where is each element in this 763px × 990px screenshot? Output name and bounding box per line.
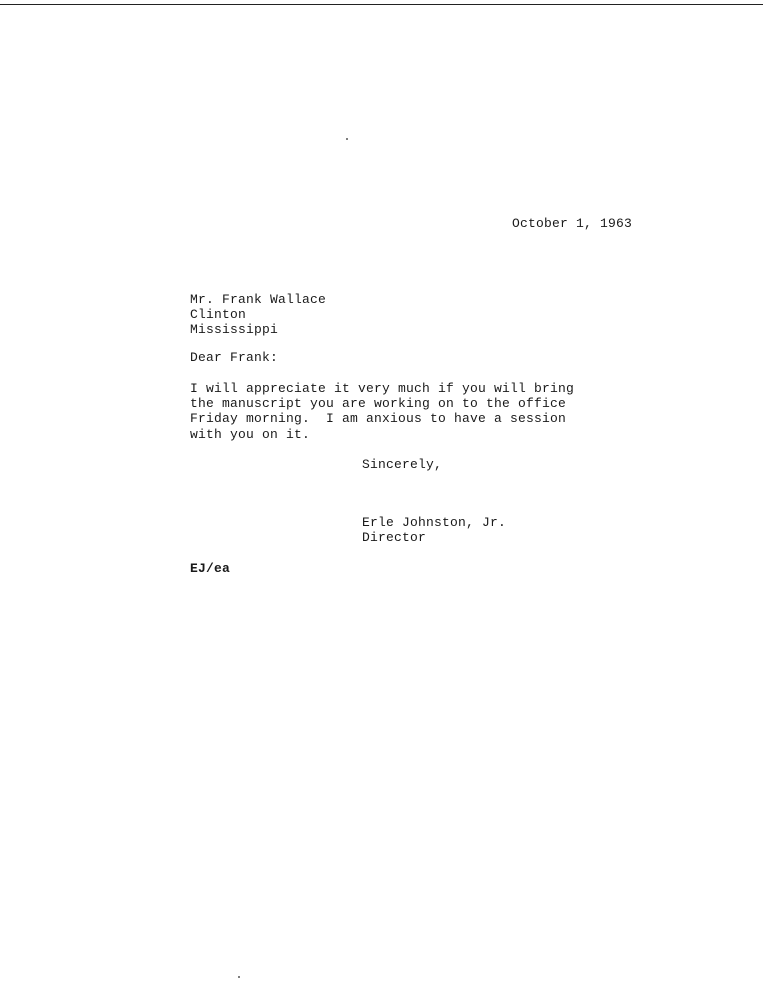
speck [238, 976, 240, 978]
salutation: Dear Frank: [190, 350, 279, 365]
reference-initials: EJ/ea [190, 561, 231, 576]
top-rule [0, 4, 763, 5]
body-line: the manuscript you are working on to the office [190, 396, 567, 411]
speck [346, 138, 348, 140]
signer-name: Erle Johnston, Jr. [362, 515, 507, 530]
body-line: Friday morning. I am anxious to have a session [190, 411, 567, 426]
letter-date: October 1, 1963 [512, 216, 633, 231]
closing: Sincerely, [362, 457, 443, 472]
signer-title: Director [362, 530, 427, 545]
body-line: I will appreciate it very much if you will bring [190, 381, 575, 396]
recipient-city: Clinton [190, 307, 247, 322]
body-line: with you on it. [190, 427, 311, 442]
recipient-name: Mr. Frank Wallace [190, 292, 327, 307]
recipient-state: Mississippi [190, 322, 279, 337]
